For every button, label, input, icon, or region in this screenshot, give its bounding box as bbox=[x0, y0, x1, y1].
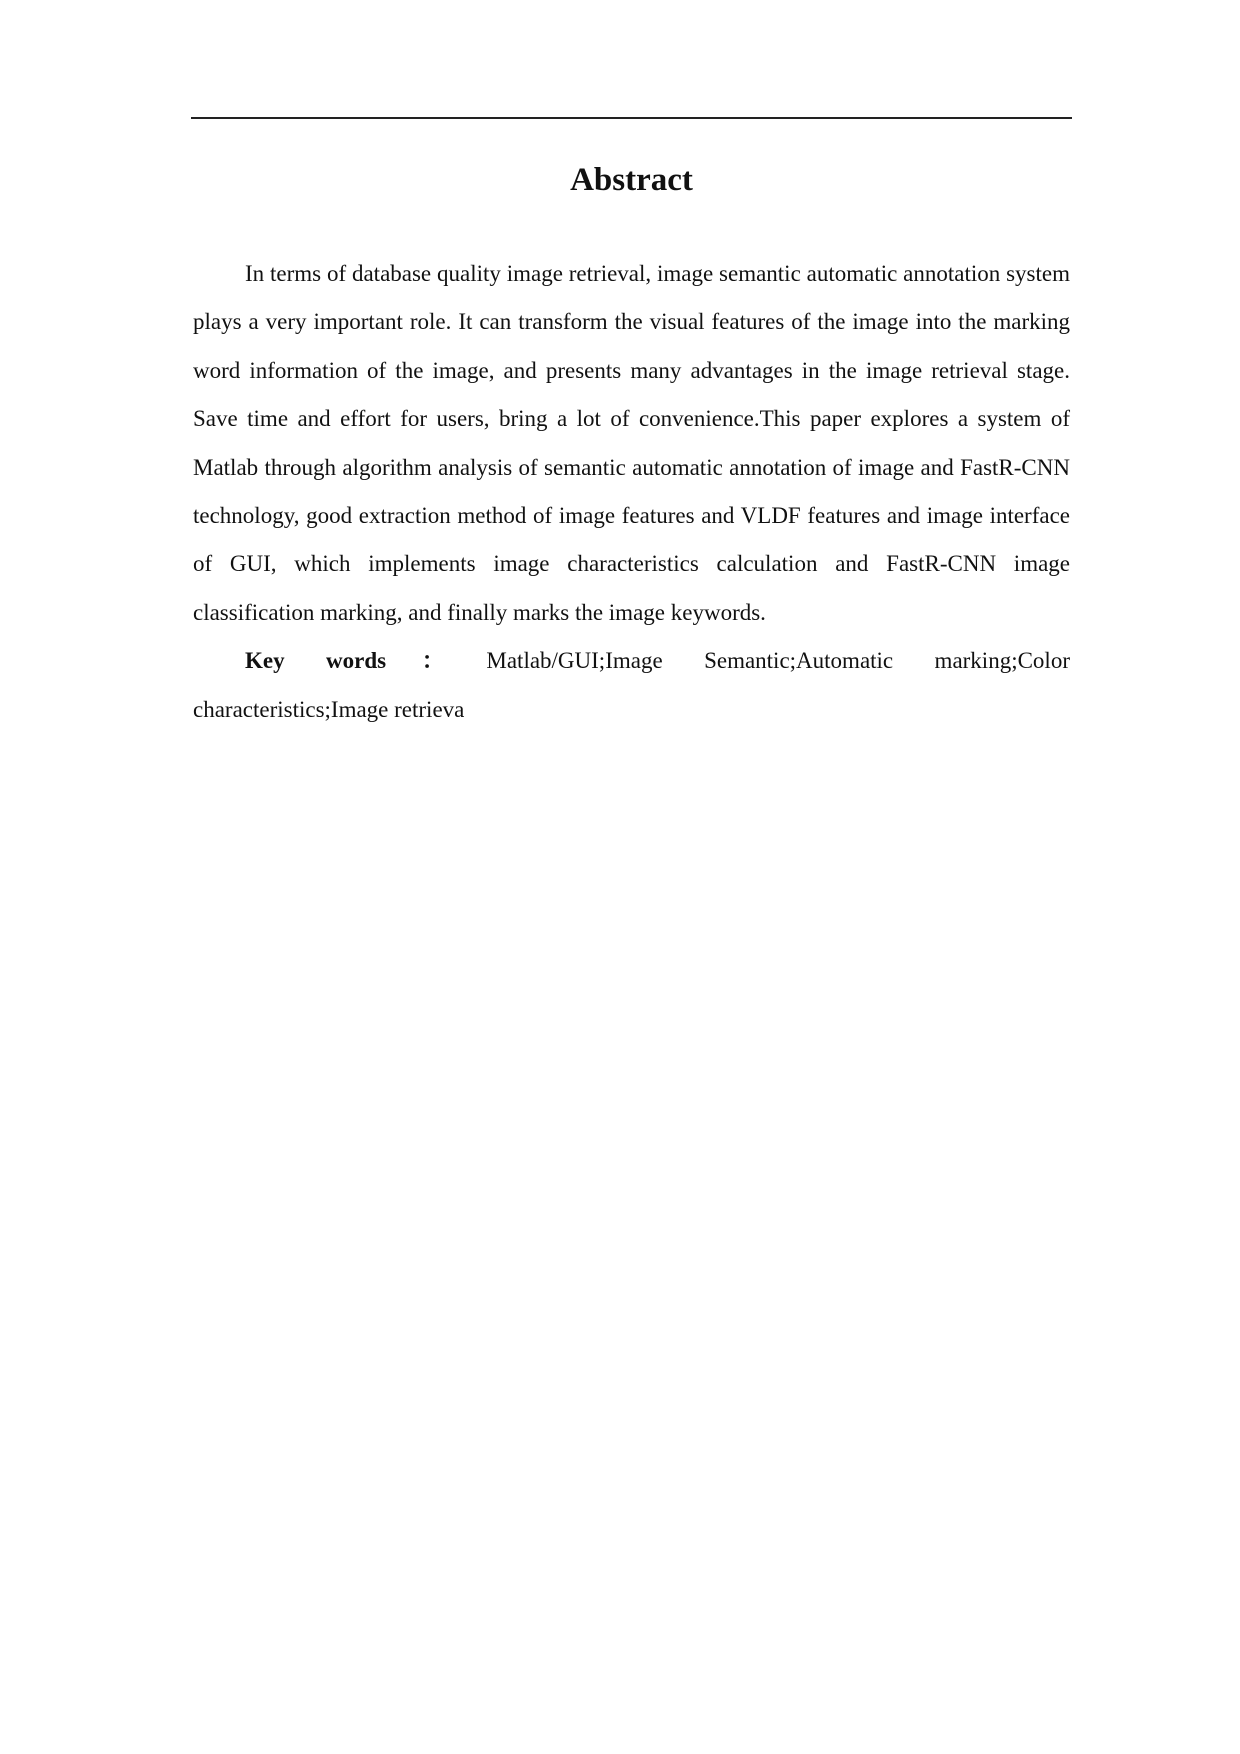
keywords-line bbox=[193, 637, 1070, 734]
abstract-body bbox=[193, 250, 1070, 734]
keywords-label: Key words： bbox=[245, 648, 481, 674]
keywords-text: Matlab/GUI;Image Semantic;Automatic marking;Color characteristics;Image retrieva bbox=[193, 648, 1070, 722]
abstract-paragraph: In terms of database quality image retrieval, image semantic automatic annotation system plays a very important role. It can transform the visual features of the image into the marking word information of the image, and presents many advantages in the image retrieval stage. Save time and effort for users, bring a lot of convenience.This paper explores a system of Matlab through algorithm analysis of semantic automatic annotation of image and FastR-CNN technology, good extraction method of image features and VLDF features and image interface of GUI, which implements image characteristics calculation and FastR-CNN image classification marking, and finally marks the image keywords. bbox=[193, 261, 1070, 625]
page-title: Abstract bbox=[570, 162, 693, 198]
header-rule bbox=[191, 117, 1072, 119]
